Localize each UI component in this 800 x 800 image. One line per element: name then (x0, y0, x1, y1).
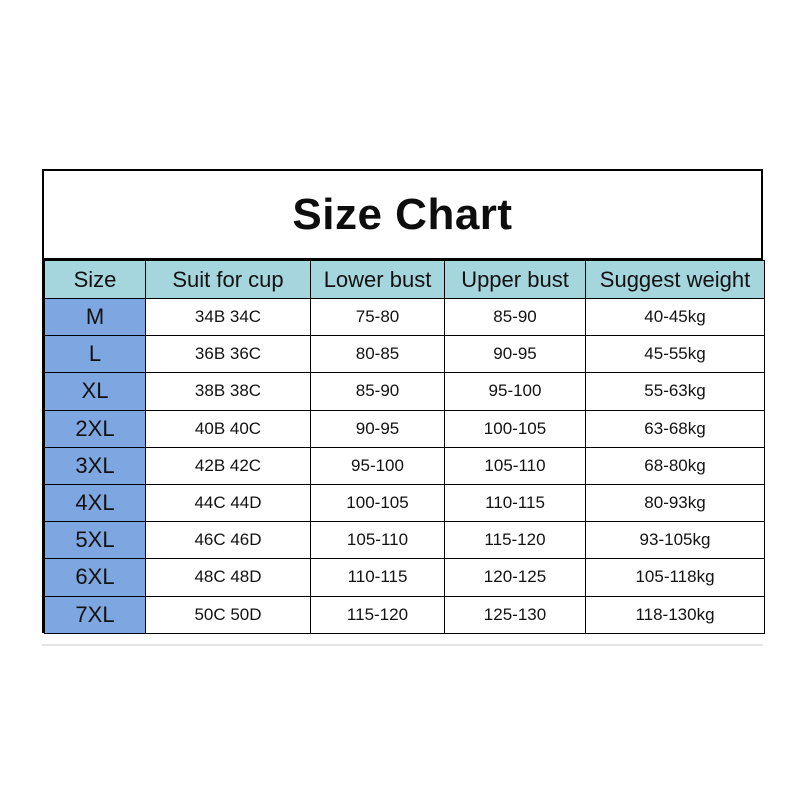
table-cell: 85-90 (445, 299, 586, 336)
table-cell: 110-115 (311, 559, 445, 596)
table-cell: 44C 44D (146, 484, 311, 521)
size-chart-table (44, 260, 765, 634)
table-cell: 90-95 (445, 336, 586, 373)
table-row (45, 336, 765, 373)
table-cell: 46C 46D (146, 522, 311, 559)
chart-title: Size Chart (292, 189, 513, 239)
table-cell: 115-120 (445, 522, 586, 559)
size-cell: 7XL (45, 596, 146, 633)
size-cell: 4XL (45, 484, 146, 521)
table-cell: 90-95 (311, 410, 445, 447)
table-cell: 95-100 (445, 373, 586, 410)
column-header-size: Size (45, 261, 146, 299)
table-row (45, 410, 765, 447)
table-row (45, 447, 765, 484)
table-cell: 63-68kg (586, 410, 765, 447)
size-cell: 2XL (45, 410, 146, 447)
table-cell: 118-130kg (586, 596, 765, 633)
table-cell: 80-85 (311, 336, 445, 373)
size-cell: L (45, 336, 146, 373)
size-cell: 6XL (45, 559, 146, 596)
size-cell: 3XL (45, 447, 146, 484)
table-cell: 42B 42C (146, 447, 311, 484)
table-row (45, 559, 765, 596)
header-row (45, 261, 765, 299)
table-cell: 36B 36C (146, 336, 311, 373)
table-cell: 85-90 (311, 373, 445, 410)
table-cell: 115-120 (311, 596, 445, 633)
table-cell: 40-45kg (586, 299, 765, 336)
table-cell: 45-55kg (586, 336, 765, 373)
table-cell: 105-110 (445, 447, 586, 484)
table-cell: 100-105 (445, 410, 586, 447)
table-cell: 75-80 (311, 299, 445, 336)
table-row (45, 299, 765, 336)
table-cell: 125-130 (445, 596, 586, 633)
table-cell: 93-105kg (586, 522, 765, 559)
table-cell: 105-118kg (586, 559, 765, 596)
table-row (45, 596, 765, 633)
table-row (45, 373, 765, 410)
table-cell: 105-110 (311, 522, 445, 559)
column-header-cup: Suit for cup (146, 261, 311, 299)
table-cell: 34B 34C (146, 299, 311, 336)
table-cell: 48C 48D (146, 559, 311, 596)
title-box (44, 171, 761, 260)
table-cell: 80-93kg (586, 484, 765, 521)
table-cell: 68-80kg (586, 447, 765, 484)
table-cell: 55-63kg (586, 373, 765, 410)
table-cell: 50C 50D (146, 596, 311, 633)
column-header-upper-bust: Upper bust (445, 261, 586, 299)
size-cell: XL (45, 373, 146, 410)
table-cell: 110-115 (445, 484, 586, 521)
table-bottom-shadow (42, 644, 763, 646)
size-cell: M (45, 299, 146, 336)
table-cell: 120-125 (445, 559, 586, 596)
table-row (45, 522, 765, 559)
table-cell: 95-100 (311, 447, 445, 484)
table-cell: 38B 38C (146, 373, 311, 410)
table-cell: 40B 40C (146, 410, 311, 447)
size-cell: 5XL (45, 522, 146, 559)
column-header-weight: Suggest weight (586, 261, 765, 299)
size-chart-panel (42, 169, 763, 633)
column-header-lower-bust: Lower bust (311, 261, 445, 299)
table-cell: 100-105 (311, 484, 445, 521)
table-row (45, 484, 765, 521)
